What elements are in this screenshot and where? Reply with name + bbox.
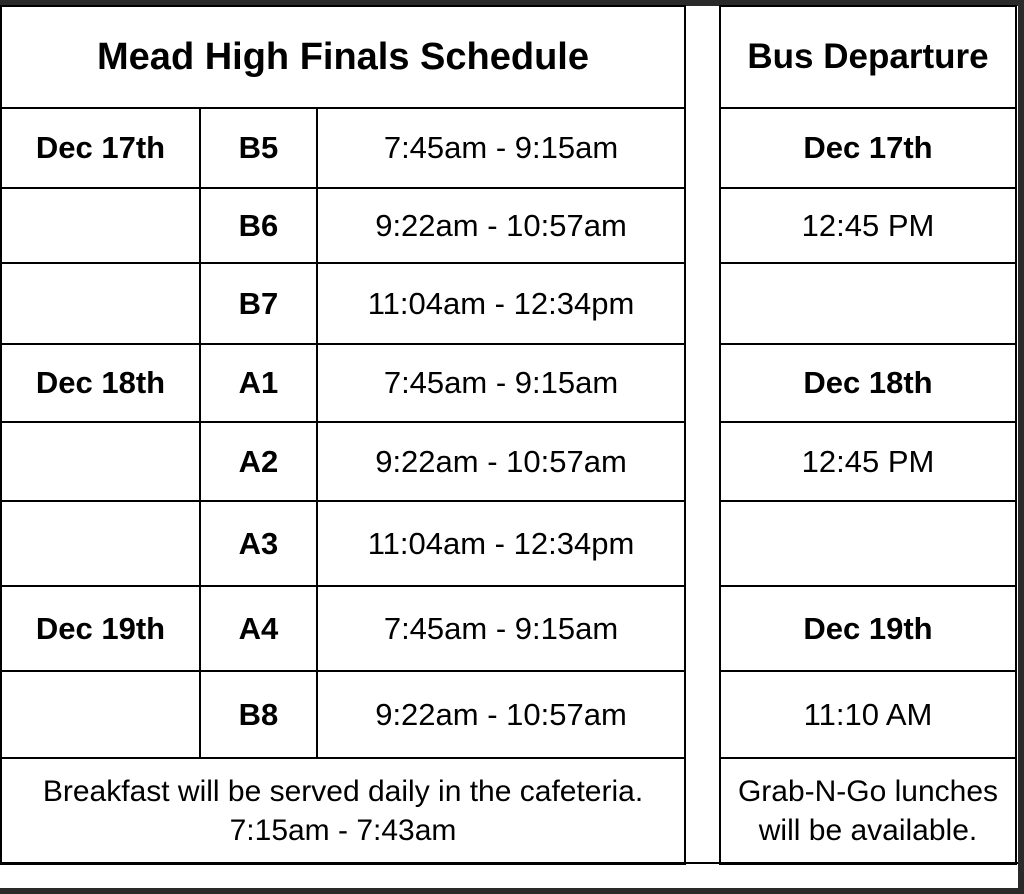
table-row bbox=[1, 422, 685, 501]
day-date: Dec 18th bbox=[1, 344, 200, 422]
bus-date: Dec 17th bbox=[720, 108, 1016, 188]
bus-time: 12:45 PM bbox=[720, 188, 1016, 263]
bus-date: Dec 18th bbox=[720, 344, 1016, 422]
table-row bbox=[720, 263, 1016, 344]
time-cell: 7:45am - 9:15am bbox=[317, 108, 685, 188]
table-row bbox=[720, 671, 1016, 758]
bus-title: Bus Departure bbox=[720, 6, 1016, 108]
empty-cell bbox=[720, 263, 1016, 344]
block-cell: B5 bbox=[200, 108, 317, 188]
table-row bbox=[1, 344, 685, 422]
time-cell: 11:04am - 12:34pm bbox=[317, 263, 685, 344]
table-row bbox=[1, 671, 685, 758]
bottom-divider bbox=[0, 862, 1018, 864]
empty-date-cell bbox=[1, 188, 200, 263]
breakfast-note bbox=[1, 758, 685, 864]
empty-cell bbox=[720, 501, 1016, 586]
block-cell: B8 bbox=[200, 671, 317, 758]
bus-departure-table bbox=[719, 5, 1017, 865]
table-row bbox=[720, 108, 1016, 188]
lunch-note-line1: Grab-N-Go lunches bbox=[737, 775, 999, 808]
time-cell: 9:22am - 10:57am bbox=[317, 671, 685, 758]
empty-date-cell bbox=[1, 422, 200, 501]
lunch-note-line2: will be available. bbox=[758, 814, 978, 847]
table-row bbox=[720, 501, 1016, 586]
table-row bbox=[1, 263, 685, 344]
day-date: Dec 19th bbox=[1, 586, 200, 671]
breakfast-note-line1: Breakfast will be served daily in the cafeteria. bbox=[42, 775, 644, 808]
block-cell: A3 bbox=[200, 501, 317, 586]
empty-date-cell bbox=[1, 501, 200, 586]
finals-schedule-table bbox=[0, 5, 686, 865]
table-row bbox=[1, 586, 685, 671]
table-row bbox=[720, 586, 1016, 671]
time-cell: 7:45am - 9:15am bbox=[317, 344, 685, 422]
table-row bbox=[1, 501, 685, 586]
empty-date-cell bbox=[1, 263, 200, 344]
block-cell: B7 bbox=[200, 263, 317, 344]
table-row bbox=[1, 188, 685, 263]
window-frame-right bbox=[1018, 0, 1024, 894]
time-cell: 9:22am - 10:57am bbox=[317, 188, 685, 263]
bus-date: Dec 19th bbox=[720, 586, 1016, 671]
block-cell: A1 bbox=[200, 344, 317, 422]
block-cell: A4 bbox=[200, 586, 317, 671]
table-row bbox=[1, 108, 685, 188]
block-cell: A2 bbox=[200, 422, 317, 501]
schedule-title: Mead High Finals Schedule bbox=[1, 6, 685, 108]
window-frame-bottom bbox=[0, 888, 1024, 894]
table-row bbox=[720, 188, 1016, 263]
table-row bbox=[720, 422, 1016, 501]
block-cell: B6 bbox=[200, 188, 317, 263]
bus-time: 12:45 PM bbox=[720, 422, 1016, 501]
breakfast-note-line2: 7:15am - 7:43am bbox=[229, 814, 457, 847]
lunch-note bbox=[720, 758, 1016, 864]
table-row bbox=[720, 344, 1016, 422]
time-cell: 9:22am - 10:57am bbox=[317, 422, 685, 501]
bus-time: 11:10 AM bbox=[720, 671, 1016, 758]
time-cell: 11:04am - 12:34pm bbox=[317, 501, 685, 586]
empty-date-cell bbox=[1, 671, 200, 758]
day-date: Dec 17th bbox=[1, 108, 200, 188]
time-cell: 7:45am - 9:15am bbox=[317, 586, 685, 671]
